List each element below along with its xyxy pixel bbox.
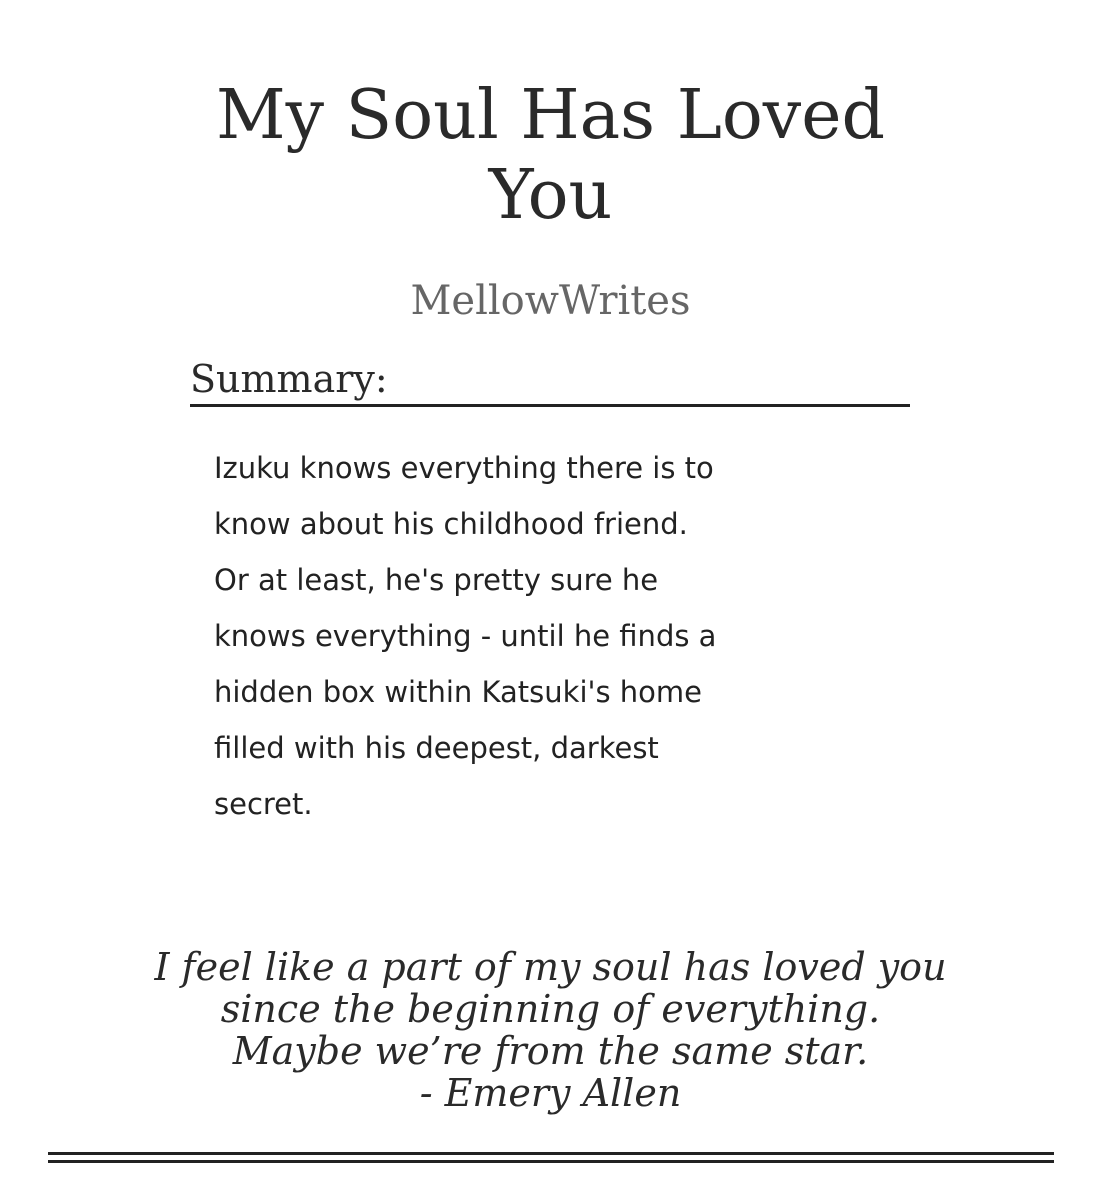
work-title-line-2: You [488, 156, 613, 235]
work-title-line-1: My Soul Has Loved [216, 76, 885, 155]
author-name: MellowWrites [410, 278, 691, 324]
epigraph-line: since the beginning of everything. [220, 987, 881, 1031]
epigraph-attribution: - Emery Allen [419, 1071, 682, 1115]
work-title [0, 76, 1101, 236]
epigraph-quote [0, 946, 1101, 1114]
summary-text: Izuku knows everything there is to know about his childhood friend. Or at least, he's pretty sure he knows everything - until he finds a hidden box within Katsuki's home filled with his deepest, darkest secret. [214, 451, 717, 821]
epigraph-line: Maybe we’re from the same star. [232, 1029, 869, 1073]
divider-rule [48, 1160, 1054, 1163]
epigraph-line: I feel like a part of my soul has loved you [154, 945, 947, 989]
summary-heading: Summary: [190, 354, 910, 407]
divider-rule [48, 1152, 1054, 1155]
